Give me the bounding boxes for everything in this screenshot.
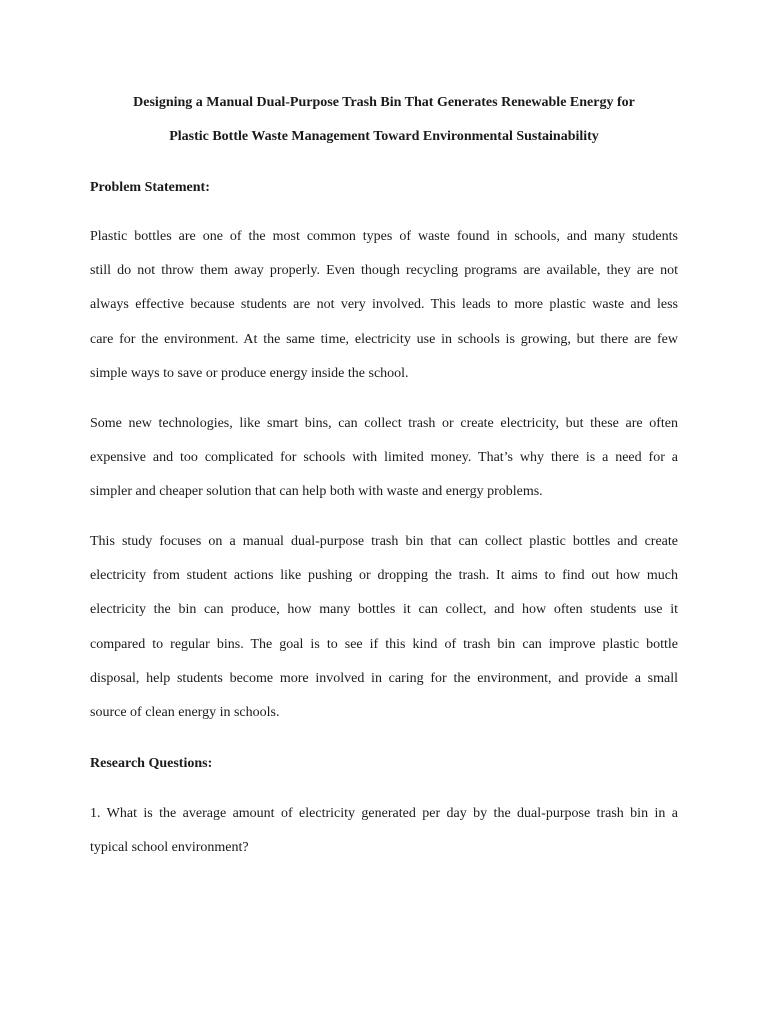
title-line-1: Designing a Manual Dual-Purpose Trash Bin That Generates Renewable Energy for <box>133 95 635 110</box>
paragraph-line: electricity from student actions like pushing or dropping the trash. It aims to find out how much <box>90 568 678 583</box>
paragraph-line: simpler and cheaper solution that can help both with waste and energy problems. <box>90 484 543 499</box>
paragraph-line: always effective because students are not very involved. This leads to more plastic waste and less <box>90 297 678 312</box>
title-line-2: Plastic Bottle Waste Management Toward Environmental Sustainability <box>169 129 599 144</box>
paragraph-line: electricity the bin can produce, how many bottles it can collect, and how often students use it <box>90 602 678 617</box>
paragraph-line: expensive and too complicated for schools with limited money. That’s why there is a need for a <box>90 450 678 465</box>
paragraph-line: care for the environment. At the same time, electricity use in schools is growing, but there are few <box>90 332 678 347</box>
paragraph-line: typical school environment? <box>90 840 249 855</box>
paragraph-line: Some new technologies, like smart bins, can collect trash or create electricity, but these are often <box>90 416 678 431</box>
paragraph-line: source of clean energy in schools. <box>90 705 280 720</box>
research-questions-heading: Research Questions: <box>90 756 213 771</box>
paragraph-line: Plastic bottles are one of the most common types of waste found in schools, and many students <box>90 229 678 244</box>
paragraph-line: disposal, help students become more involved in caring for the environment, and provide a small <box>90 671 678 686</box>
problem-statement-heading: Problem Statement: <box>90 180 210 195</box>
paragraph-line: This study focuses on a manual dual-purpose trash bin that can collect plastic bottles and create <box>90 534 678 549</box>
paragraph-line: 1. What is the average amount of electricity generated per day by the dual-purpose trash bin in a <box>90 806 678 821</box>
paragraph-line: compared to regular bins. The goal is to see if this kind of trash bin can improve plastic bottle <box>90 637 678 652</box>
paragraph-line: simple ways to save or produce energy inside the school. <box>90 366 409 381</box>
paragraph-line: still do not throw them away properly. Even though recycling programs are available, they are not <box>90 263 678 278</box>
